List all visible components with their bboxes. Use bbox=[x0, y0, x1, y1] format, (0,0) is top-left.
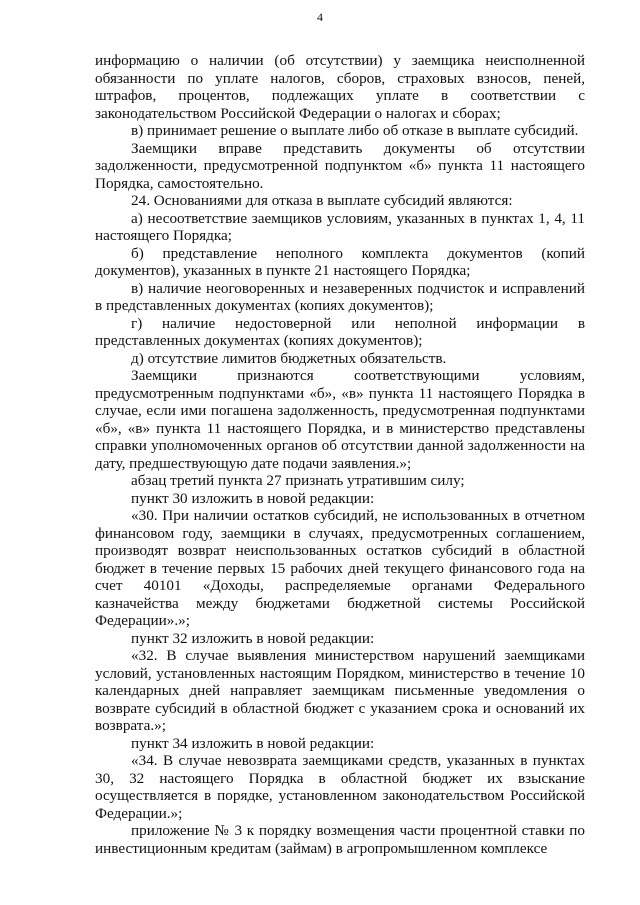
paragraph: Заемщики признаются соответствующими условиям, предусмотренным подпунктами «б», «в» пункта 11 настоящего Порядка в случае, если ими погашена задолженность, предусмотренная подпунктами «б», «в» пункта 11 настоящего Порядка, и в министерство представлены справки уполномоченных органов об отсутствии данной задолженности на дату, предшествующую дате подачи заявления.»; bbox=[95, 367, 585, 472]
paragraph: пункт 30 изложить в новой редакции: bbox=[131, 489, 375, 507]
paragraph: г) наличие недостоверной или неполной информации в представленных документах (копиях документов); bbox=[95, 314, 585, 349]
paragraph: Заемщики вправе представить документы об отсутствии задолженности, предусмотренной подпунктом «б» пункта 11 настоящего Порядка, самостоятельно. bbox=[95, 139, 585, 192]
paragraph: пункт 32 изложить в новой редакции: bbox=[131, 629, 375, 647]
paragraph: 24. Основаниями для отказа в выплате субсидий являются: bbox=[131, 192, 513, 209]
paragraph: д) отсутствие лимитов бюджетных обязательств. bbox=[131, 349, 447, 367]
paragraph: в) принимает решение о выплате либо об отказе в выплате субсидий. bbox=[131, 122, 579, 139]
paragraph: в) наличие неоговоренных и незаверенных подчисток и исправлений в представленных документах (копиях документов); bbox=[95, 279, 585, 314]
paragraph: «32. В случае выявления министерством нарушений заемщиками условий, установленных настоящим Порядком, министерство в течение 10 календарных дней направляет заемщикам письменные уведомления о возврате субсидий в областной бюджет с указанием срока и оснований их возврата.»; bbox=[95, 647, 585, 734]
paragraph: а) несоответствие заемщиков условиям, указанных в пунктах 1, 4, 11 настоящего Порядка; bbox=[95, 209, 585, 244]
paragraph: пункт 34 изложить в новой редакции: bbox=[131, 734, 375, 752]
paragraph: б) представление неполного комплекта документов (копий документов), указанных в пункте 21 настоящего Порядка; bbox=[95, 244, 585, 279]
paragraph: приложение № 3 к порядку возмещения части процентной ставки по инвестиционным кредитам (займам) в агропромышленном комплексе bbox=[95, 822, 585, 857]
paragraph: «30. При наличии остатков субсидий, не использованных в отчетном финансовом году, заемщики в случаях, предусмотренных соглашением, производят возврат неиспользованных остатков субсидий в областной бюджет в течение первых 15 рабочих дней текущего финансового года на счет 40101 «Доходы, распределяемые органами Федерального казначейства между бюджетами бюджетной системы Российской Федерации».»; bbox=[95, 507, 585, 629]
document-body bbox=[95, 52, 585, 857]
page-number: 4 bbox=[317, 10, 323, 24]
paragraph: абзац третий пункта 27 признать утратившим силу; bbox=[131, 472, 465, 489]
paragraph: информацию о наличии (об отсутствии) у заемщика неисполненной обязанности по уплате налогов, сборов, страховых взносов, пеней, штрафов, процентов, подлежащих уплате в соответствии с законодательством Российской Федерации о налогах и сборах; bbox=[95, 52, 585, 122]
paragraph: «34. В случае невозврата заемщиками средств, указанных в пунктах 30, 32 настоящего Порядка в областной бюджет их взыскание осуществляется в порядке, установленном законодательством Российской Федерации.»; bbox=[95, 752, 585, 822]
